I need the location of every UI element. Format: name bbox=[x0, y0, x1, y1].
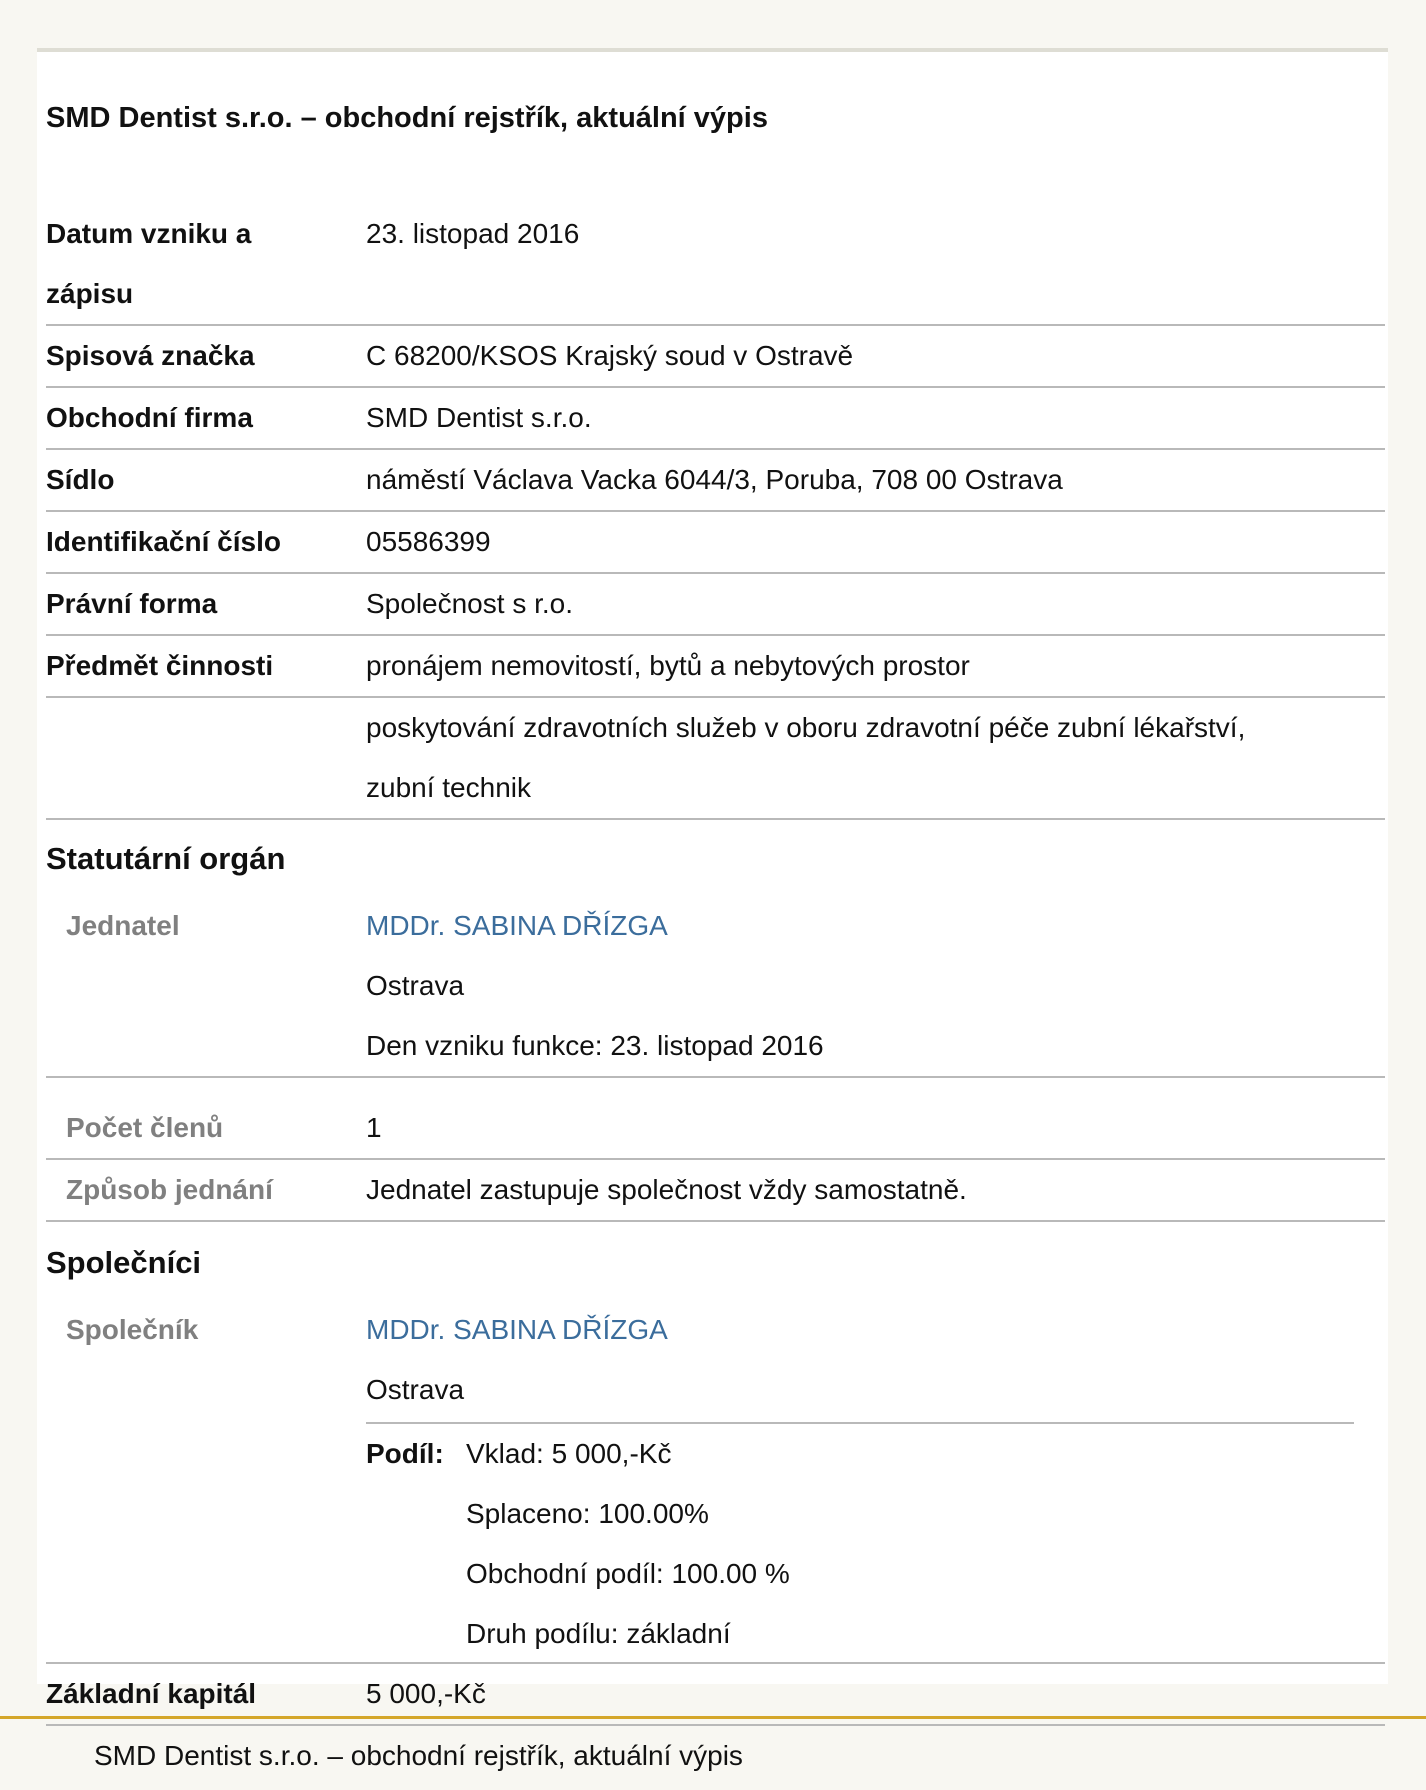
label-zpusob-jednani: Způsob jednání bbox=[66, 1174, 273, 1205]
value-predmet-cinnosti-2-line1: poskytování zdravotních služeb v oboru zdravotní péče zubní lékařství, bbox=[366, 712, 1246, 743]
value-zakladni-kapital: 5 000,-Kč bbox=[366, 1678, 486, 1709]
label-pocet-clenu: Počet členů bbox=[66, 1112, 224, 1143]
section-spolecnici: Společníci bbox=[46, 1245, 202, 1280]
value-datum-vzniku: 23. listopad 2016 bbox=[366, 218, 580, 249]
value-jednatel bbox=[366, 896, 1366, 1076]
label-identifikacni-cislo: Identifikační číslo bbox=[46, 526, 281, 557]
section-statutarni-organ: Statutární orgán bbox=[46, 841, 286, 876]
footer-title: SMD Dentist s.r.o. – obchodní rejstřík, aktuální výpis bbox=[94, 1740, 743, 1771]
value-spisova-znacka: C 68200/KSOS Krajský soud v Ostravě bbox=[366, 340, 854, 371]
value-predmet-cinnosti-2 bbox=[366, 698, 1366, 818]
share-details bbox=[466, 1424, 1266, 1664]
label-sidlo: Sídlo bbox=[46, 464, 115, 495]
spolecnik-city: Ostrava bbox=[366, 1374, 465, 1405]
row-pravni-forma bbox=[46, 574, 1385, 636]
share-obchodni-podil: Obchodní podíl: 100.00 % bbox=[466, 1558, 790, 1589]
label-datum-vzniku: Datum vzniku a zápisu bbox=[46, 218, 252, 309]
row-zpusob-jednani bbox=[46, 1160, 1385, 1222]
label-zakladni-kapital: Základní kapitál bbox=[46, 1678, 257, 1709]
value-obchodni-firma: SMD Dentist s.r.o. bbox=[366, 402, 592, 433]
label-pravni-forma: Právní forma bbox=[46, 588, 218, 619]
row-jednatel bbox=[46, 896, 1385, 1078]
value-sidlo: náměstí Václava Vacka 6044/3, Poruba, 708 00 Ostrava bbox=[366, 464, 1063, 495]
value-pravni-forma: Společnost s r.o. bbox=[366, 588, 574, 619]
share-druh-podilu: Druh podílu: základní bbox=[466, 1618, 731, 1649]
share-vklad: Vklad: 5 000,-Kč bbox=[466, 1438, 672, 1469]
value-predmet-cinnosti-2-line2: zubní technik bbox=[366, 772, 531, 803]
row-pocet-clenu bbox=[46, 1078, 1385, 1160]
label-spisova-znacka: Spisová značka bbox=[46, 340, 255, 371]
value-identifikacni-cislo: 05586399 bbox=[366, 526, 491, 557]
share-splaceno: Splaceno: 100.00% bbox=[466, 1498, 709, 1529]
label-obchodni-firma: Obchodní firma bbox=[46, 402, 253, 433]
jednatel-name-link[interactable]: MDDr. SABINA DŘÍZGA bbox=[366, 910, 668, 941]
value-predmet-cinnosti-1: pronájem nemovitostí, bytů a nebytových prostor bbox=[366, 650, 970, 681]
label-predmet-cinnosti: Předmět činnosti bbox=[46, 650, 274, 681]
row-sidlo bbox=[46, 450, 1385, 512]
label-spolecnik: Společník bbox=[66, 1314, 199, 1345]
share-label: Podíl: bbox=[366, 1438, 444, 1469]
row-identifikacni-cislo bbox=[46, 512, 1385, 574]
value-zpusob-jednani: Jednatel zastupuje společnost vždy samostatně. bbox=[366, 1174, 967, 1205]
footer-divider bbox=[0, 1716, 1426, 1719]
row-predmet-cinnosti-2 bbox=[46, 698, 1385, 820]
value-pocet-clenu: 1 bbox=[366, 1112, 382, 1143]
jednatel-city: Ostrava bbox=[366, 970, 465, 1001]
row-obchodni-firma bbox=[46, 388, 1385, 450]
row-predmet-cinnosti bbox=[46, 636, 1385, 698]
row-datum-vzniku bbox=[46, 204, 1385, 326]
register-card bbox=[37, 48, 1388, 1709]
row-spisova-znacka bbox=[46, 326, 1385, 388]
jednatel-since: Den vzniku funkce: 23. listopad 2016 bbox=[366, 1030, 824, 1061]
page-title: SMD Dentist s.r.o. – obchodní rejstřík, aktuální výpis bbox=[46, 102, 768, 134]
label-jednatel: Jednatel bbox=[66, 910, 180, 941]
spolecnik-name-link[interactable]: MDDr. SABINA DŘÍZGA bbox=[366, 1314, 668, 1345]
value-spolecnik bbox=[366, 1300, 1366, 1420]
